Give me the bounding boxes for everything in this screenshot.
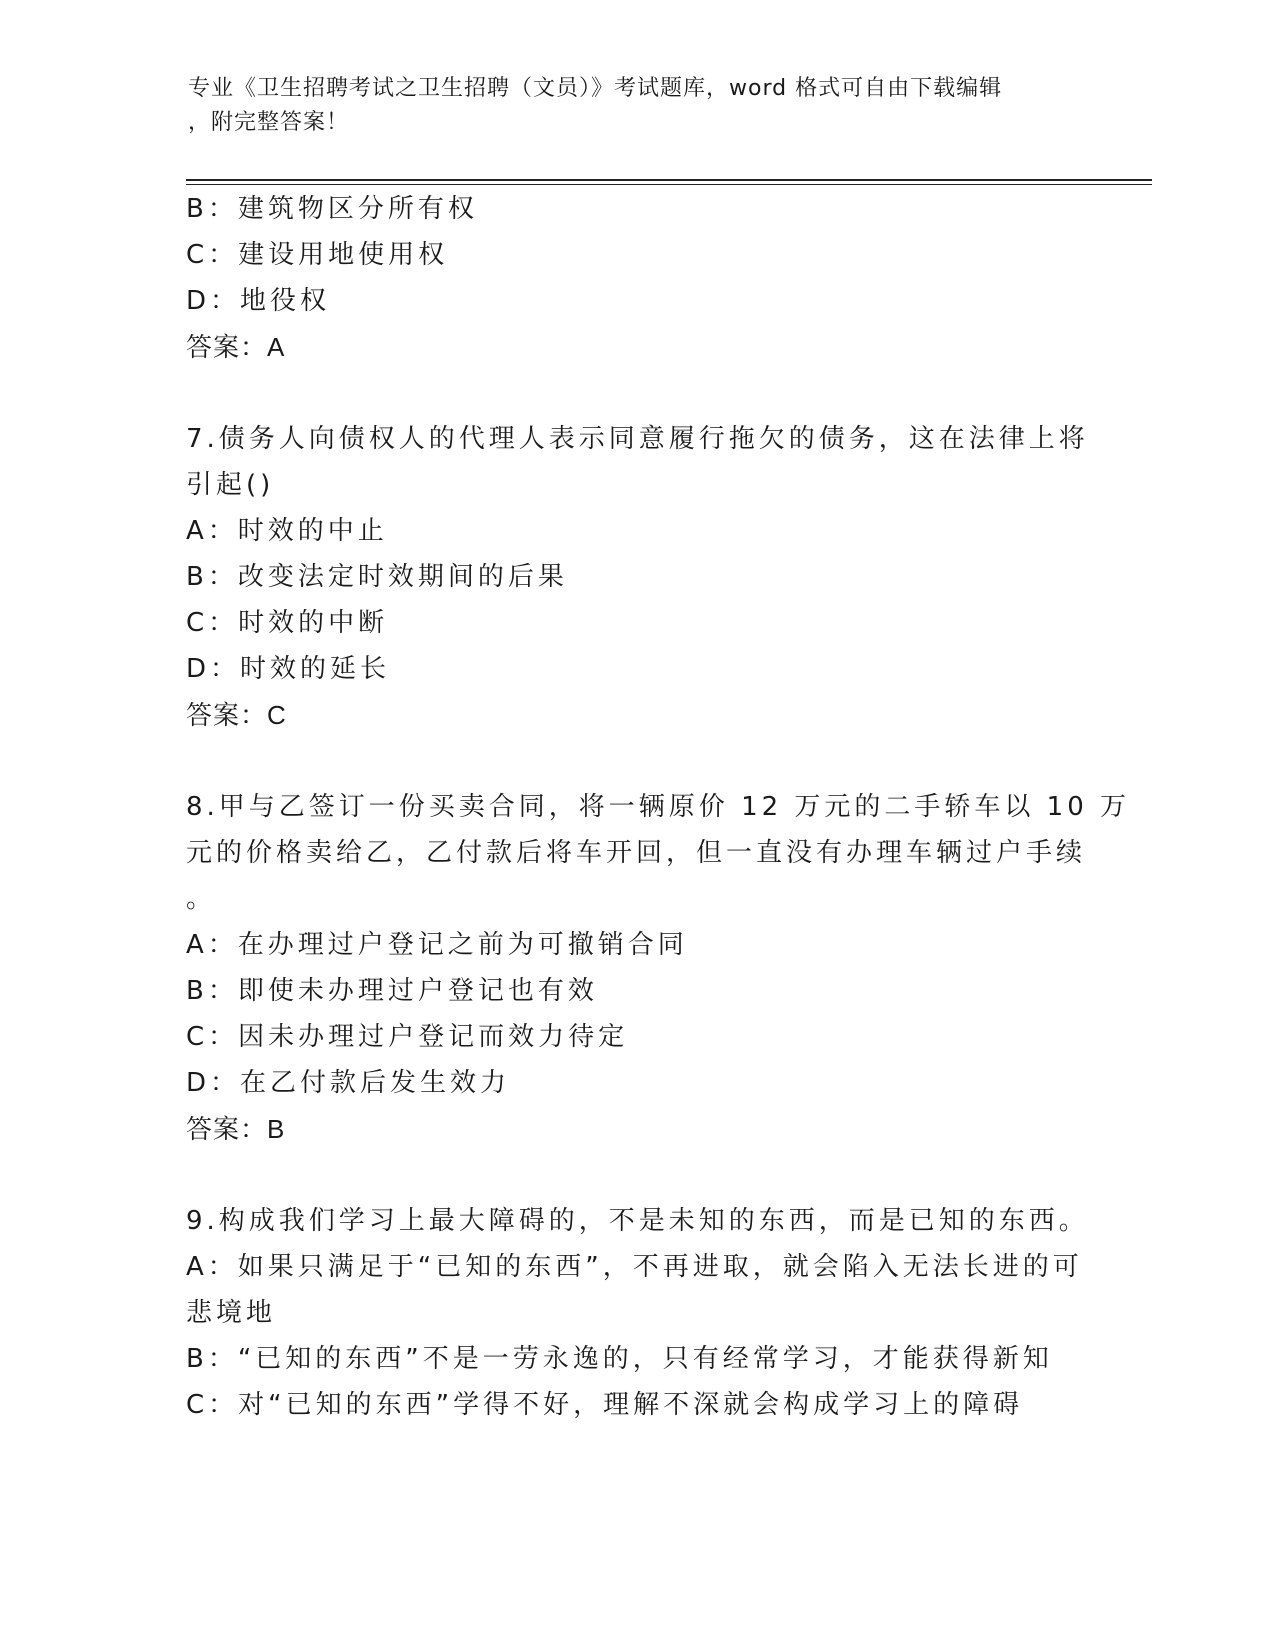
option-a-continued: 悲境地 — [186, 1298, 277, 1328]
header-line-1: 专业《卫生招聘考试之卫生招聘（文员）》考试题库，word 格式可自由下载编辑 — [188, 76, 1003, 101]
header-divider-thin — [186, 184, 1152, 185]
answer: 答案：A — [186, 332, 286, 362]
option-b: B：建筑物区分所有权 — [186, 194, 478, 224]
header-divider-thick — [186, 179, 1152, 181]
question-6-tail — [186, 186, 1066, 370]
answer: 答案：B — [186, 1114, 286, 1144]
question-8 — [186, 784, 1131, 1152]
spacer — [186, 738, 1066, 784]
option-c: C：因未办理过户登记而效力待定 — [186, 1022, 629, 1052]
question-stem: 。 — [186, 884, 217, 914]
question-stem: 8.甲与乙签订一份买卖合同，将一辆原价 12 万元的二手轿车以 10 万 — [186, 792, 1131, 822]
option-b: B：即使未办理过户登记也有效 — [186, 976, 598, 1006]
option-c: C：对“已知的东西”学得不好，理解不深就会构成学习上的障碍 — [186, 1390, 1024, 1420]
option-d: D：时效的延长 — [186, 654, 391, 684]
option-d: D：地役权 — [186, 286, 331, 316]
answer: 答案：C — [186, 700, 287, 730]
option-b: B：“已知的东西”不是一劳永逸的，只有经常学习，才能获得新知 — [186, 1344, 1053, 1374]
spacer — [186, 370, 1066, 416]
question-stem: 7.债务人向债权人的代理人表示同意履行拖欠的债务，这在法律上将 — [186, 424, 1089, 454]
spacer — [186, 1152, 1066, 1198]
option-a: A：在办理过户登记之前为可撤销合同 — [186, 930, 688, 960]
option-d: D：在乙付款后发生效力 — [186, 1068, 511, 1098]
option-c: C：建设用地使用权 — [186, 240, 449, 270]
question-stem: 元的价格卖给乙，乙付款后将车开回，但一直没有办理车辆过户手续 — [186, 838, 1087, 868]
option-c: C：时效的中断 — [186, 608, 389, 638]
option-b: B：改变法定时效期间的后果 — [186, 562, 568, 592]
header-line-2: ，附完整答案！ — [188, 110, 350, 135]
question-stem: 引起() — [186, 470, 275, 500]
question-stem: 9.构成我们学习上最大障碍的，不是未知的东西，而是已知的东西。 — [186, 1206, 1089, 1236]
question-7 — [186, 416, 1089, 738]
option-a: A：如果只满足于“已知的东西”，不再进取，就会陷入无法长进的可 — [186, 1252, 1083, 1282]
question-content — [186, 186, 1131, 1428]
option-a: A：时效的中止 — [186, 516, 388, 546]
question-9 — [186, 1198, 1089, 1428]
document-header — [188, 72, 1088, 140]
